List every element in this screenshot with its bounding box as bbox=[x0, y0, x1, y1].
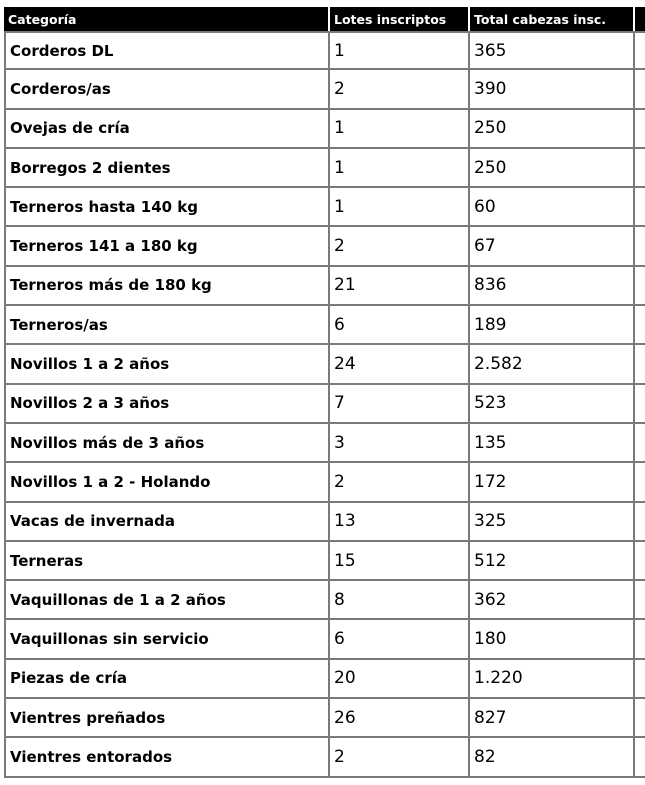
cell-categoria: Vaquillonas sin servicio bbox=[4, 620, 330, 659]
cell-categoria: Vientres preñados bbox=[4, 699, 330, 738]
table-row bbox=[4, 110, 645, 149]
cell-extra-cropped bbox=[635, 227, 645, 266]
cell-categoria: Novillos 1 a 2 años bbox=[4, 345, 330, 384]
cell-categoria: Novillos 1 a 2 - Holando bbox=[4, 463, 330, 502]
header-extra bbox=[635, 7, 645, 31]
cell-cabezas: 523 bbox=[470, 385, 635, 424]
cell-extra-cropped bbox=[635, 267, 645, 306]
header-categoria: Categoría bbox=[4, 7, 330, 31]
header-row bbox=[4, 7, 645, 31]
cell-categoria: Corderos DL bbox=[4, 31, 330, 70]
header-lotes: Lotes inscriptos bbox=[330, 7, 470, 31]
cell-lotes: 6 bbox=[330, 306, 470, 345]
cell-lotes: 2 bbox=[330, 463, 470, 502]
table-row bbox=[4, 620, 645, 659]
cell-extra-cropped bbox=[635, 70, 645, 109]
table-row bbox=[4, 699, 645, 738]
cell-cabezas: 67 bbox=[470, 227, 635, 266]
table-row bbox=[4, 188, 645, 227]
cell-lotes: 13 bbox=[330, 503, 470, 542]
cell-cabezas: 60 bbox=[470, 188, 635, 227]
cell-lotes: 6 bbox=[330, 620, 470, 659]
cell-extra-cropped bbox=[635, 463, 645, 502]
cell-extra-cropped bbox=[635, 424, 645, 463]
cell-lotes: 1 bbox=[330, 31, 470, 70]
cell-lotes: 3 bbox=[330, 424, 470, 463]
cell-cabezas: 362 bbox=[470, 581, 635, 620]
cell-extra-cropped bbox=[635, 188, 645, 227]
cell-categoria: Terneras bbox=[4, 542, 330, 581]
cell-cabezas: 189 bbox=[470, 306, 635, 345]
cell-cabezas: 1.220 bbox=[470, 660, 635, 699]
cell-categoria: Terneros más de 180 kg bbox=[4, 267, 330, 306]
cell-cabezas: 512 bbox=[470, 542, 635, 581]
table-row bbox=[4, 542, 645, 581]
cell-cabezas: 250 bbox=[470, 110, 635, 149]
cell-extra-cropped bbox=[635, 503, 645, 542]
table-row bbox=[4, 581, 645, 620]
cell-lotes: 7 bbox=[330, 385, 470, 424]
cell-cabezas: 325 bbox=[470, 503, 635, 542]
cell-extra-cropped bbox=[635, 306, 645, 345]
cell-lotes: 26 bbox=[330, 699, 470, 738]
inscriptions-table bbox=[4, 7, 645, 778]
cell-categoria: Ovejas de cría bbox=[4, 110, 330, 149]
cell-extra-cropped bbox=[635, 149, 645, 188]
cell-lotes: 2 bbox=[330, 738, 470, 777]
cell-categoria: Borregos 2 dientes bbox=[4, 149, 330, 188]
table-row bbox=[4, 31, 645, 70]
table-row bbox=[4, 267, 645, 306]
cell-extra-cropped bbox=[635, 110, 645, 149]
cell-extra-cropped bbox=[635, 31, 645, 70]
cell-cabezas: 135 bbox=[470, 424, 635, 463]
cell-cabezas: 250 bbox=[470, 149, 635, 188]
cell-extra-cropped bbox=[635, 738, 645, 777]
cell-lotes: 8 bbox=[330, 581, 470, 620]
table-row bbox=[4, 345, 645, 384]
cell-lotes: 2 bbox=[330, 70, 470, 109]
cell-categoria: Novillos más de 3 años bbox=[4, 424, 330, 463]
cell-extra-cropped bbox=[635, 660, 645, 699]
cell-categoria: Terneros hasta 140 kg bbox=[4, 188, 330, 227]
cell-cabezas: 180 bbox=[470, 620, 635, 659]
header-cabezas: Total cabezas insc. bbox=[470, 7, 635, 31]
table-row bbox=[4, 424, 645, 463]
table-row bbox=[4, 660, 645, 699]
cell-cabezas: 836 bbox=[470, 267, 635, 306]
cell-extra-cropped bbox=[635, 699, 645, 738]
cell-extra-cropped bbox=[635, 345, 645, 384]
table-body bbox=[4, 31, 645, 778]
cell-categoria: Terneros 141 a 180 kg bbox=[4, 227, 330, 266]
table-container bbox=[4, 7, 645, 778]
table-row bbox=[4, 149, 645, 188]
cell-cabezas: 172 bbox=[470, 463, 635, 502]
table-row bbox=[4, 738, 645, 777]
cell-cabezas: 390 bbox=[470, 70, 635, 109]
cell-categoria: Vaquillonas de 1 a 2 años bbox=[4, 581, 330, 620]
cell-extra-cropped bbox=[635, 581, 645, 620]
table-row bbox=[4, 385, 645, 424]
cell-lotes: 1 bbox=[330, 110, 470, 149]
cell-lotes: 15 bbox=[330, 542, 470, 581]
cell-extra-cropped bbox=[635, 385, 645, 424]
cell-lotes: 1 bbox=[330, 149, 470, 188]
cell-categoria: Piezas de cría bbox=[4, 660, 330, 699]
cell-categoria: Vientres entorados bbox=[4, 738, 330, 777]
cell-lotes: 2 bbox=[330, 227, 470, 266]
cell-cabezas: 82 bbox=[470, 738, 635, 777]
cell-extra-cropped bbox=[635, 620, 645, 659]
table-row bbox=[4, 306, 645, 345]
table-row bbox=[4, 227, 645, 266]
cell-cabezas: 365 bbox=[470, 31, 635, 70]
cell-lotes: 21 bbox=[330, 267, 470, 306]
cell-lotes: 20 bbox=[330, 660, 470, 699]
table-row bbox=[4, 70, 645, 109]
cell-categoria: Terneros/as bbox=[4, 306, 330, 345]
cell-lotes: 1 bbox=[330, 188, 470, 227]
cell-lotes: 24 bbox=[330, 345, 470, 384]
cell-categoria: Vacas de invernada bbox=[4, 503, 330, 542]
table-header bbox=[4, 7, 645, 31]
table-row bbox=[4, 503, 645, 542]
cell-categoria: Corderos/as bbox=[4, 70, 330, 109]
cell-cabezas: 827 bbox=[470, 699, 635, 738]
cell-extra-cropped bbox=[635, 542, 645, 581]
cell-cabezas: 2.582 bbox=[470, 345, 635, 384]
cell-categoria: Novillos 2 a 3 años bbox=[4, 385, 330, 424]
table-row bbox=[4, 463, 645, 502]
